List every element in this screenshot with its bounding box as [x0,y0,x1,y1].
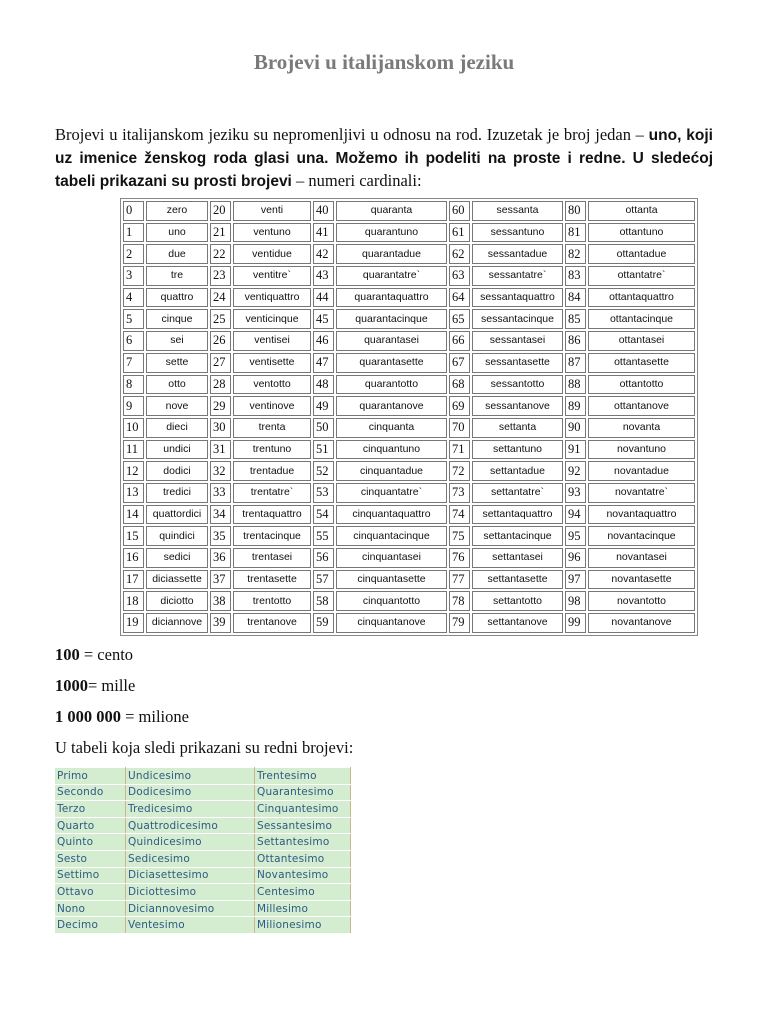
table-row [123,266,695,286]
cardinal-number-cell: 92 [565,461,586,481]
cardinal-word-cell: ventisei [233,331,311,351]
table-row [123,570,695,590]
ordinal-cell: Quattrodicesimo [126,817,255,834]
cardinal-number-cell: 23 [210,266,231,286]
cardinal-number-cell: 93 [565,483,586,503]
number-1000-line [55,676,135,696]
cardinal-word-cell: ottantotto [588,375,695,395]
cardinal-number-cell: 39 [210,613,231,633]
cardinal-number-cell: 30 [210,418,231,438]
cardinal-word-cell: novantatre` [588,483,695,503]
ordinal-cell: Trentesimo [255,768,351,785]
cardinal-number-cell: 82 [565,244,586,264]
cardinal-number-cell: 53 [313,483,334,503]
cardinal-word-cell: cinquantanove [336,613,447,633]
cardinal-number-cell: 21 [210,223,231,243]
cardinal-word-cell: sessantaquattro [472,288,563,308]
number-million: 1 000 000 [55,707,121,726]
cardinal-word-cell: cinquantotto [336,591,447,611]
cardinal-number-cell: 15 [123,526,144,546]
cardinal-word-cell: settanta [472,418,563,438]
cardinal-number-cell: 57 [313,570,334,590]
cardinal-word-cell: quarantasette [336,353,447,373]
page-title: Brojevi u italijanskom jeziku [253,50,515,74]
cardinal-word-cell: sette [146,353,208,373]
cardinal-number-cell: 16 [123,548,144,568]
cardinal-number-cell: 12 [123,461,144,481]
cardinal-number-cell: 66 [449,331,470,351]
intro-una: una [296,150,325,167]
cardinal-number-cell: 42 [313,244,334,264]
cardinal-word-cell: quarantuno [336,223,447,243]
cardinal-word-cell: sessantacinque [472,309,563,329]
table-row [55,850,351,867]
cardinal-word-cell: uno [146,223,208,243]
cardinal-word-cell: diciassette [146,570,208,590]
cardinal-word-cell: sessantanove [472,396,563,416]
cardinal-number-cell: 91 [565,440,586,460]
cardinal-word-cell: ottantasette [588,353,695,373]
cardinal-number-cell: 81 [565,223,586,243]
cardinal-number-cell: 67 [449,353,470,373]
intro-text-4: – numeri cardinali: [291,171,422,190]
table-row [123,613,695,633]
cardinal-word-cell: settantacinque [472,526,563,546]
cardinal-word-cell: sessantadue [472,244,563,264]
cardinal-word-cell: trentaquattro [233,505,311,525]
table-row [123,223,695,243]
cardinal-word-cell: trentuno [233,440,311,460]
number-100-line [55,645,133,665]
table-row [123,591,695,611]
ordinal-cell: Primo [55,768,126,785]
table-row [123,396,695,416]
cardinal-number-cell: 31 [210,440,231,460]
ordinal-cell: Terzo [55,801,126,818]
cardinal-number-cell: 58 [313,591,334,611]
intro-uno: uno [648,127,678,144]
cardinal-word-cell: sessantotto [472,375,563,395]
cardinal-word-cell: quattro [146,288,208,308]
cardinal-word-cell: cinque [146,309,208,329]
cardinal-word-cell: settantasei [472,548,563,568]
ordinal-cell: Settantesimo [255,834,351,851]
cardinal-word-cell: cinquantacinque [336,526,447,546]
cardinal-number-cell: 29 [210,396,231,416]
table-row [123,418,695,438]
cardinal-word-cell: sessantasette [472,353,563,373]
ordinal-cell: Sesto [55,850,126,867]
cardinal-number-cell: 24 [210,288,231,308]
table-row [123,244,695,264]
cardinal-word-cell: trentasette [233,570,311,590]
cardinal-word-cell: sei [146,331,208,351]
cardinal-word-cell: venti [233,201,311,221]
number-1000: 1000 [55,676,88,695]
cardinal-number-cell: 70 [449,418,470,438]
ordinal-intro: U tabeli koja sledi prikazani su redni brojevi: [55,738,354,757]
cardinal-number-cell: 22 [210,244,231,264]
cardinal-number-cell: 74 [449,505,470,525]
cardinal-word-cell: ottanta [588,201,695,221]
table-row [55,817,351,834]
cardinal-number-cell: 56 [313,548,334,568]
cardinal-word-cell: settantatre` [472,483,563,503]
cardinal-number-cell: 9 [123,396,144,416]
cardinal-number-cell: 40 [313,201,334,221]
table-row [55,917,351,934]
cardinal-word-cell: trentadue [233,461,311,481]
ordinal-cell: Ottantesimo [255,850,351,867]
cardinal-word-cell: settantasette [472,570,563,590]
cardinal-number-cell: 35 [210,526,231,546]
cardinal-number-cell: 64 [449,288,470,308]
cardinal-word-cell: cinquantatre` [336,483,447,503]
cardinal-number-cell: 85 [565,309,586,329]
number-100-text: = cento [79,645,134,664]
cardinal-word-cell: sessantasei [472,331,563,351]
cardinal-number-cell: 8 [123,375,144,395]
ordinal-cell: Quarantesimo [255,784,351,801]
cardinal-word-cell: cinquantasette [336,570,447,590]
table-row [123,331,695,351]
cardinal-number-cell: 49 [313,396,334,416]
cardinal-number-cell: 52 [313,461,334,481]
cardinal-number-cell: 73 [449,483,470,503]
ordinal-cell: Tredicesimo [126,801,255,818]
cardinal-number-cell: 33 [210,483,231,503]
cardinal-number-cell: 95 [565,526,586,546]
cardinal-word-cell: quaranta [336,201,447,221]
cardinal-word-cell: ottantadue [588,244,695,264]
ordinal-numbers-table [54,767,351,934]
cardinal-word-cell: trentanove [233,613,311,633]
cardinal-number-cell: 96 [565,548,586,568]
cardinal-word-cell: ventitre` [233,266,311,286]
cardinal-number-cell: 20 [210,201,231,221]
cardinal-number-cell: 13 [123,483,144,503]
ordinal-cell: Cinquantesimo [255,801,351,818]
cardinal-number-cell: 75 [449,526,470,546]
cardinal-word-cell: trentatre` [233,483,311,503]
cardinal-word-cell: quarantacinque [336,309,447,329]
cardinal-word-cell: novantotto [588,591,695,611]
cardinal-word-cell: dodici [146,461,208,481]
ordinal-cell: Centesimo [255,884,351,901]
table-row [55,867,351,884]
cardinal-number-cell: 69 [449,396,470,416]
cardinal-number-cell: 72 [449,461,470,481]
number-1000-text: = mille [88,676,136,695]
number-100: 100 [55,645,80,664]
cardinal-number-cell: 14 [123,505,144,525]
cardinal-number-cell: 1 [123,223,144,243]
cardinal-word-cell: cinquantaquattro [336,505,447,525]
ordinal-cell: Secondo [55,784,126,801]
cardinal-number-cell: 80 [565,201,586,221]
cardinal-word-cell: nove [146,396,208,416]
table-row [55,900,351,917]
cardinal-number-cell: 65 [449,309,470,329]
cardinal-number-cell: 41 [313,223,334,243]
table-row [123,526,695,546]
cardinal-number-cell: 84 [565,288,586,308]
cardinal-word-cell: venticinque [233,309,311,329]
cardinal-number-cell: 87 [565,353,586,373]
cardinal-number-cell: 98 [565,591,586,611]
table-row [55,884,351,901]
cardinal-table-body [123,201,695,633]
cardinal-word-cell: sessanta [472,201,563,221]
ordinal-cell: Novantesimo [255,867,351,884]
ordinal-cell: Settimo [55,867,126,884]
cardinal-number-cell: 32 [210,461,231,481]
table-row [123,309,695,329]
cardinal-number-cell: 86 [565,331,586,351]
cardinal-number-cell: 97 [565,570,586,590]
ordinal-cell: Decimo [55,917,126,934]
cardinal-word-cell: undici [146,440,208,460]
cardinal-number-cell: 59 [313,613,334,633]
cardinal-word-cell: ottantatre` [588,266,695,286]
table-row [55,834,351,851]
cardinal-word-cell: trentacinque [233,526,311,546]
cardinal-word-cell: ventiquattro [233,288,311,308]
ordinal-cell: Diciasettesimo [126,867,255,884]
number-million-line [55,707,189,727]
cardinal-word-cell: settantotto [472,591,563,611]
cardinal-number-cell: 90 [565,418,586,438]
table-row [55,801,351,818]
cardinal-number-cell: 76 [449,548,470,568]
intro-paragraph [55,124,713,193]
cardinal-numbers-table [120,198,698,636]
cardinal-number-cell: 19 [123,613,144,633]
table-row [123,461,695,481]
cardinal-word-cell: quarantaquattro [336,288,447,308]
cardinal-word-cell: sessantatre` [472,266,563,286]
cardinal-word-cell: cinquanta [336,418,447,438]
cardinal-number-cell: 36 [210,548,231,568]
cardinal-number-cell: 46 [313,331,334,351]
cardinal-number-cell: 7 [123,353,144,373]
cardinal-word-cell: diciotto [146,591,208,611]
ordinal-cell: Millesimo [255,900,351,917]
cardinal-number-cell: 17 [123,570,144,590]
ordinal-cell: Dodicesimo [126,784,255,801]
ordinal-cell: Nono [55,900,126,917]
cardinal-number-cell: 37 [210,570,231,590]
ordinal-cell: Diciottesimo [126,884,255,901]
cardinal-number-cell: 43 [313,266,334,286]
cardinal-number-cell: 62 [449,244,470,264]
cardinal-number-cell: 45 [313,309,334,329]
cardinal-number-cell: 38 [210,591,231,611]
ordinal-cell: Sedicesimo [126,850,255,867]
cardinal-word-cell: settantaquattro [472,505,563,525]
cardinal-word-cell: novantasei [588,548,695,568]
cardinal-word-cell: novantasette [588,570,695,590]
cardinal-number-cell: 94 [565,505,586,525]
cardinal-number-cell: 61 [449,223,470,243]
cardinal-word-cell: sessantuno [472,223,563,243]
cardinal-word-cell: ottantanove [588,396,695,416]
cardinal-word-cell: quarantadue [336,244,447,264]
cardinal-number-cell: 27 [210,353,231,373]
cardinal-word-cell: settantadue [472,461,563,481]
cardinal-word-cell: zero [146,201,208,221]
cardinal-number-cell: 26 [210,331,231,351]
cardinal-number-cell: 34 [210,505,231,525]
table-row [123,505,695,525]
cardinal-number-cell: 47 [313,353,334,373]
cardinal-number-cell: 68 [449,375,470,395]
cardinal-word-cell: quarantasei [336,331,447,351]
cardinal-number-cell: 10 [123,418,144,438]
cardinal-word-cell: ottantacinque [588,309,695,329]
cardinal-word-cell: novantaquattro [588,505,695,525]
cardinal-number-cell: 89 [565,396,586,416]
cardinal-number-cell: 6 [123,331,144,351]
cardinal-number-cell: 2 [123,244,144,264]
cardinal-number-cell: 48 [313,375,334,395]
cardinal-word-cell: cinquantasei [336,548,447,568]
ordinal-cell: Ventesimo [126,917,255,934]
cardinal-word-cell: quindici [146,526,208,546]
table-row [123,201,695,221]
ordinal-table-body [55,768,351,934]
cardinal-number-cell: 63 [449,266,470,286]
cardinal-word-cell: ottantaquattro [588,288,695,308]
cardinal-word-cell: quarantotto [336,375,447,395]
ordinal-cell: Ottavo [55,884,126,901]
cardinal-word-cell: novantuno [588,440,695,460]
table-row [55,768,351,785]
cardinal-number-cell: 79 [449,613,470,633]
ordinal-cell: Quarto [55,817,126,834]
cardinal-number-cell: 44 [313,288,334,308]
cardinal-word-cell: trentasei [233,548,311,568]
cardinal-number-cell: 50 [313,418,334,438]
cardinal-word-cell: tre [146,266,208,286]
cardinal-word-cell: novantadue [588,461,695,481]
intro-text-3: . Možemo ih podeliti na proste i redne. U sledećoj tabeli prikazani su prosti brojevi [55,150,714,190]
cardinal-number-cell: 71 [449,440,470,460]
cardinal-word-cell: ottantuno [588,223,695,243]
cardinal-number-cell: 4 [123,288,144,308]
table-row [123,288,695,308]
cardinal-word-cell: trenta [233,418,311,438]
cardinal-word-cell: dieci [146,418,208,438]
cardinal-word-cell: ventotto [233,375,311,395]
ordinal-cell: Quindicesimo [126,834,255,851]
cardinal-number-cell: 99 [565,613,586,633]
cardinal-word-cell: diciannove [146,613,208,633]
table-row [123,375,695,395]
cardinal-word-cell: trentotto [233,591,311,611]
cardinal-word-cell: otto [146,375,208,395]
cardinal-word-cell: sedici [146,548,208,568]
intro-text-2: , koji uz imenice ženskog roda glasi [55,127,713,167]
intro-text-1: Brojevi u italijanskom jeziku su nepromenljivi u odnosu na rod. Izuzetak je broj jedan – [55,125,649,144]
cardinal-word-cell: novantanove [588,613,695,633]
cardinal-word-cell: settantanove [472,613,563,633]
table-row [123,353,695,373]
cardinal-word-cell: due [146,244,208,264]
cardinal-number-cell: 11 [123,440,144,460]
cardinal-word-cell: ottantasei [588,331,695,351]
ordinal-cell: Diciannovesimo [126,900,255,917]
cardinal-word-cell: cinquantadue [336,461,447,481]
cardinal-word-cell: ventidue [233,244,311,264]
ordinal-cell: Milionesimo [255,917,351,934]
cardinal-number-cell: 77 [449,570,470,590]
cardinal-word-cell: settantuno [472,440,563,460]
table-row [123,548,695,568]
cardinal-word-cell: novanta [588,418,695,438]
cardinal-number-cell: 88 [565,375,586,395]
cardinal-number-cell: 0 [123,201,144,221]
table-row [123,483,695,503]
cardinal-number-cell: 78 [449,591,470,611]
cardinal-number-cell: 28 [210,375,231,395]
table-row [55,784,351,801]
cardinal-number-cell: 5 [123,309,144,329]
cardinal-word-cell: quattordici [146,505,208,525]
cardinal-word-cell: ventinove [233,396,311,416]
cardinal-word-cell: cinquantuno [336,440,447,460]
cardinal-number-cell: 60 [449,201,470,221]
cardinal-number-cell: 51 [313,440,334,460]
cardinal-number-cell: 18 [123,591,144,611]
cardinal-word-cell: quarantanove [336,396,447,416]
cardinal-number-cell: 25 [210,309,231,329]
cardinal-word-cell: tredici [146,483,208,503]
ordinal-cell: Sessantesimo [255,817,351,834]
ordinal-cell: Undicesimo [126,768,255,785]
cardinal-number-cell: 55 [313,526,334,546]
table-row [123,440,695,460]
cardinal-number-cell: 3 [123,266,144,286]
cardinal-word-cell: ventuno [233,223,311,243]
cardinal-word-cell: ventisette [233,353,311,373]
cardinal-word-cell: quarantatre` [336,266,447,286]
cardinal-word-cell: novantacinque [588,526,695,546]
cardinal-number-cell: 54 [313,505,334,525]
ordinal-cell: Quinto [55,834,126,851]
number-million-text: = milione [121,707,189,726]
cardinal-number-cell: 83 [565,266,586,286]
